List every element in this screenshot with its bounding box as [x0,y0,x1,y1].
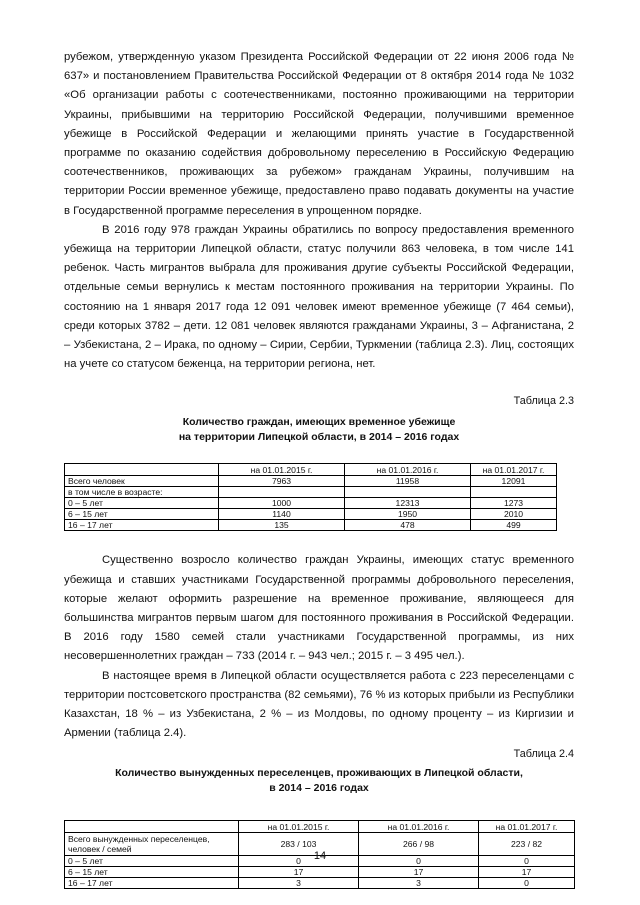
table-cell: 499 [471,520,557,531]
table-cell: 6 – 15 лет [65,867,239,878]
table-cell: в том числе в возрасте: [65,487,219,498]
table-cell: 283 / 103 [239,833,359,856]
table-2-4-header-row [65,821,575,833]
table-row [65,509,557,520]
header-cell [65,464,219,476]
table-row [65,867,575,878]
table-cell: Всего вынужденных переселенцев, человек / семей [65,833,239,856]
table-cell: 17 [239,867,359,878]
header-cell: на 01.01.2015 г. [219,464,345,476]
table-cell: 0 [479,878,575,889]
table-2-3-title-line2: на территории Липецкой области, в 2014 – 2016 годах [178,431,460,444]
table-cell: 12313 [345,498,471,509]
header-cell: на 01.01.2016 г. [345,464,471,476]
table-cell: 135 [219,520,345,531]
table-cell: 1950 [345,509,471,520]
table-cell: 16 – 17 лет [65,878,239,889]
table-cell: 11958 [345,476,471,487]
table-cell [471,487,557,498]
table-cell: 1140 [219,509,345,520]
table-row [65,498,557,509]
table-2-4-title-line1: Количество вынужденных переселенцев, проживающих в Липецкой области, [115,767,523,780]
table-cell: 0 – 5 лет [65,498,219,509]
table-row [65,487,557,498]
table-cell: 0 [479,856,575,867]
table-row [65,520,557,531]
paragraph-1: рубежом, утвержденную указом Президента Российской Федерации от 22 июня 2006 года № 637» и постановлением Правительства Российской Федерации от 8 октября 2014 года № 1032 «Об организации работы с соотечественниками, постоянно проживающими на территории Украины, прибывшими на территорию Российской Федерации, получившими временное убежище в Российской Федерации и желающими принять участие в Государственной программе по оказанию содействия добровольному переселению в Российскую Федерацию соотечественников, проживающих за рубежом» гражданам Украины, получившим на территории России временное убежище, предоставлено право подавать документы на участие в Государственной программе переселения в упрощенном порядке. [64,51,574,217]
header-cell: на 01.01.2015 г. [239,821,359,833]
table-cell: 478 [345,520,471,531]
table-2-3 [64,463,557,531]
header-cell [65,821,239,833]
table-row [65,476,557,487]
table-cell: 17 [359,867,479,878]
table-cell: Всего человек [65,476,219,487]
paragraph-3: Существенно возросло количество граждан Украины, имеющих статус временного убежища и ставших участниками Государственной программы добровольного переселения, которые желают оформить разрешение на временное проживание, являющееся для большинства мигрантов первым шагом для постоянного проживания в Российской Федерации. В 2016 году 1580 семей стали участниками Государственной программы, из них несовершеннолетних граждан – 733 (2014 г. – 943 чел.; 2015 г. – 3 495 чел.). [64,554,574,663]
header-cell: на 01.01.2017 г. [471,464,557,476]
table-2-3-caption: Таблица 2.3 [513,395,574,408]
table-cell: 17 [479,867,575,878]
table-2-3-title-line1: Количество граждан, имеющих временное убежище [182,416,456,429]
table-cell: 7963 [219,476,345,487]
page-number: 14 [313,850,327,862]
table-cell: 0 [239,856,359,867]
table-cell: 1273 [471,498,557,509]
table-cell: 6 – 15 лет [65,509,219,520]
table-cell: 3 [359,878,479,889]
table-cell: 16 – 17 лет [65,520,219,531]
table-cell [345,487,471,498]
table-cell: 1000 [219,498,345,509]
table-cell: 12091 [471,476,557,487]
table-cell: 0 [359,856,479,867]
table-cell: 223 / 82 [479,833,575,856]
table-cell: 3 [239,878,359,889]
table-cell: 0 – 5 лет [65,856,239,867]
document-page [64,48,574,889]
table-cell [219,487,345,498]
table-cell: 266 / 98 [359,833,479,856]
paragraph-2: В 2016 году 978 граждан Украины обратились по вопросу предоставления временного убежища на территории Липецкой области, статус получили 863 человека, в том числе 141 ребенок. Часть мигрантов выбрала для проживания другие субъекты Российской Федерации, отдельные семьи вернулись к местам постоянного проживания на территории Украины. По состоянию на 1 января 2017 года 12 091 человек имеют временное убежище (7 464 семьи), среди которых 3782 – дети. 12 081 человек являются гражданами Украины, 3 – Афганистана, 2 – Узбекистана, 2 – Ирака, по одному – Сирии, Сербии, Туркмении (таблица 2.3). Лиц, состоящих на учете со статусом беженца, на территории региона, нет. [64,223,574,371]
table-2-4-title-line2: в 2014 – 2016 годах [269,782,369,795]
header-cell: на 01.01.2017 г. [479,821,575,833]
paragraph-4: В настоящее время в Липецкой области осуществляется работа с 223 переселенцами с территории постсоветского пространства (82 семьями), 76 % из которых прибыли из Республики Казахстан, 18 % – из Узбекистана, 2 % – из Молдовы, по одному проценту – из Киргизии и Армении (таблица 2.4). [64,669,574,740]
header-cell: на 01.01.2016 г. [359,821,479,833]
table-2-3-header-row [65,464,557,476]
table-2-4-caption: Таблица 2.4 [513,748,574,761]
table-row [65,878,575,889]
table-cell: 2010 [471,509,557,520]
